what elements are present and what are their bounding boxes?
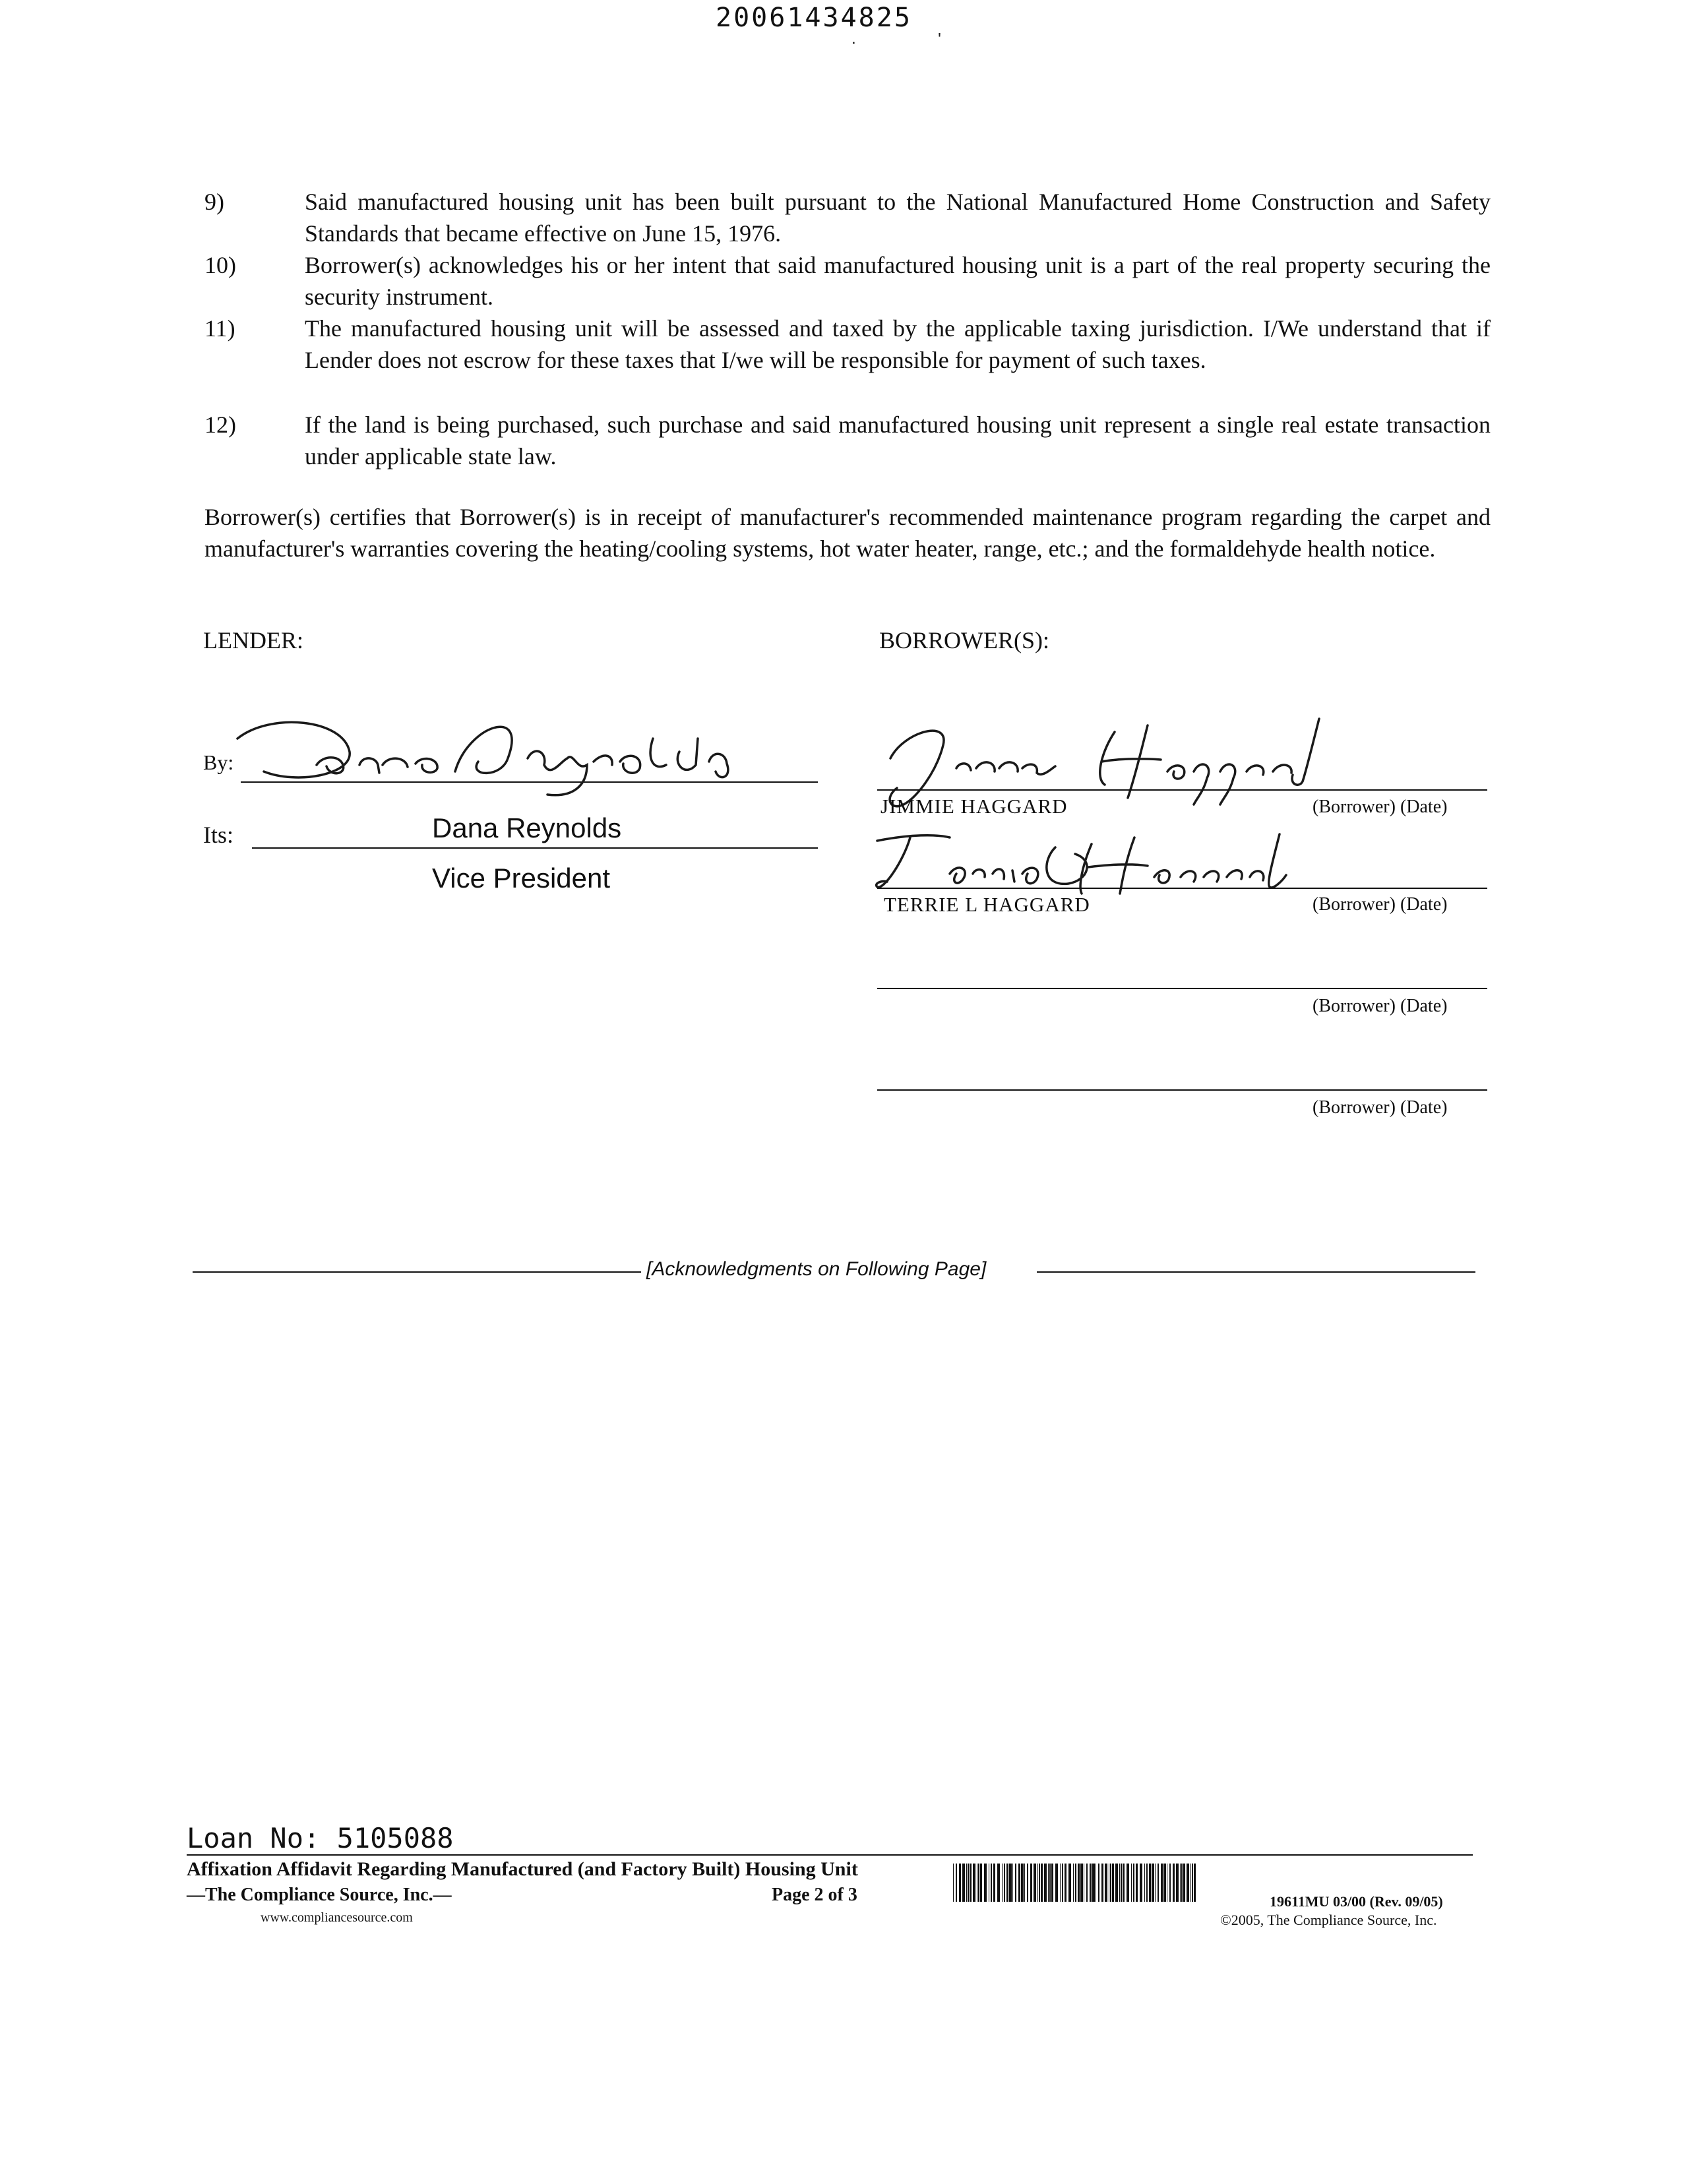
clause-text: If the land is being purchased, such purchase and said manufactured housing unit represent a single real estate transaction under applicable state law. (305, 411, 1491, 470)
ack-divider-right (1037, 1271, 1475, 1273)
borrower-3-caption: (Borrower) (Date) (1313, 996, 1448, 1016)
borrowers-heading: BORROWER(S): (879, 627, 1050, 653)
form-number: 19611MU 03/00 (Rev. 09/05) (1270, 1893, 1443, 1910)
scan-mark: · (851, 32, 857, 51)
clause-text: Said manufactured housing unit has been built pursuant to the National Manufactured Home Construction and Safety Standards that became effective on June 15, 1976. (305, 189, 1491, 247)
borrower-4-signature-line (877, 1089, 1487, 1091)
clause-number: 11) (204, 315, 235, 342)
lender-heading: LENDER: (203, 627, 303, 653)
lender-title-line (252, 847, 818, 849)
borrower-2-signature-line (877, 888, 1487, 889)
borrower-2-name: TERRIE L HAGGARD (884, 893, 1090, 916)
clause-10 (204, 249, 1491, 313)
borrower-4-caption: (Borrower) (Date) (1313, 1097, 1448, 1118)
footer-rule (187, 1854, 1473, 1856)
company-website: www.compliancesource.com (261, 1910, 413, 1925)
certification-paragraph: Borrower(s) certifies that Borrower(s) is in receipt of manufacturer's recommended maintenance program regarding the carpet and manufacturer's warranties covering the heating/cooling systems, hot water heater, range, etc.; and the formaldehyde health notice. (204, 504, 1491, 562)
barcode (953, 1864, 1197, 1902)
page-number: Page 2 of 3 (772, 1885, 857, 1905)
clause-11 (204, 313, 1491, 408)
borrower-1-caption: (Borrower) (Date) (1313, 797, 1448, 817)
scan-mark: ' (938, 29, 941, 49)
clause-number: 10) (204, 252, 236, 278)
clause-text: The manufactured housing unit will be assessed and taxed by the applicable taxing jurisdiction. I/We understand that if Lender does not escrow for these taxes that I/we will be responsible for payment of such taxes. (305, 315, 1491, 373)
company-name: —The Compliance Source, Inc.— (187, 1885, 452, 1905)
borrower-1-signature-line (877, 789, 1487, 791)
ack-divider-left (193, 1271, 641, 1273)
loan-number: Loan No: 5105088 (187, 1822, 454, 1854)
lender-signer-title: Vice President (432, 863, 611, 894)
clause-number: 12) (204, 411, 236, 438)
borrower-1-name: JIMMIE HAGGARD (880, 795, 1068, 818)
recording-stamp-number: 20061434825 (716, 3, 912, 33)
form-title: Affixation Affidavit Regarding Manufactured (and Factory Built) Housing Unit (187, 1858, 858, 1880)
copyright: ©2005, The Compliance Source, Inc. (1220, 1912, 1437, 1928)
borrower-2-caption: (Borrower) (Date) (1313, 894, 1448, 915)
its-label: Its: (203, 822, 234, 848)
clause-number: 9) (204, 189, 224, 215)
clause-9 (204, 186, 1491, 249)
borrower-3-signature-line (877, 988, 1487, 989)
acknowledgments-note: [Acknowledgments on Following Page] (646, 1258, 987, 1280)
lender-signer-name: Dana Reynolds (432, 812, 622, 843)
by-label: By: (203, 750, 234, 774)
clause-text: Borrower(s) acknowledges his or her intent that said manufactured housing unit is a part of the real property securing the security instrument. (305, 252, 1491, 310)
lender-signature (218, 699, 811, 804)
clause-12 (204, 409, 1491, 472)
